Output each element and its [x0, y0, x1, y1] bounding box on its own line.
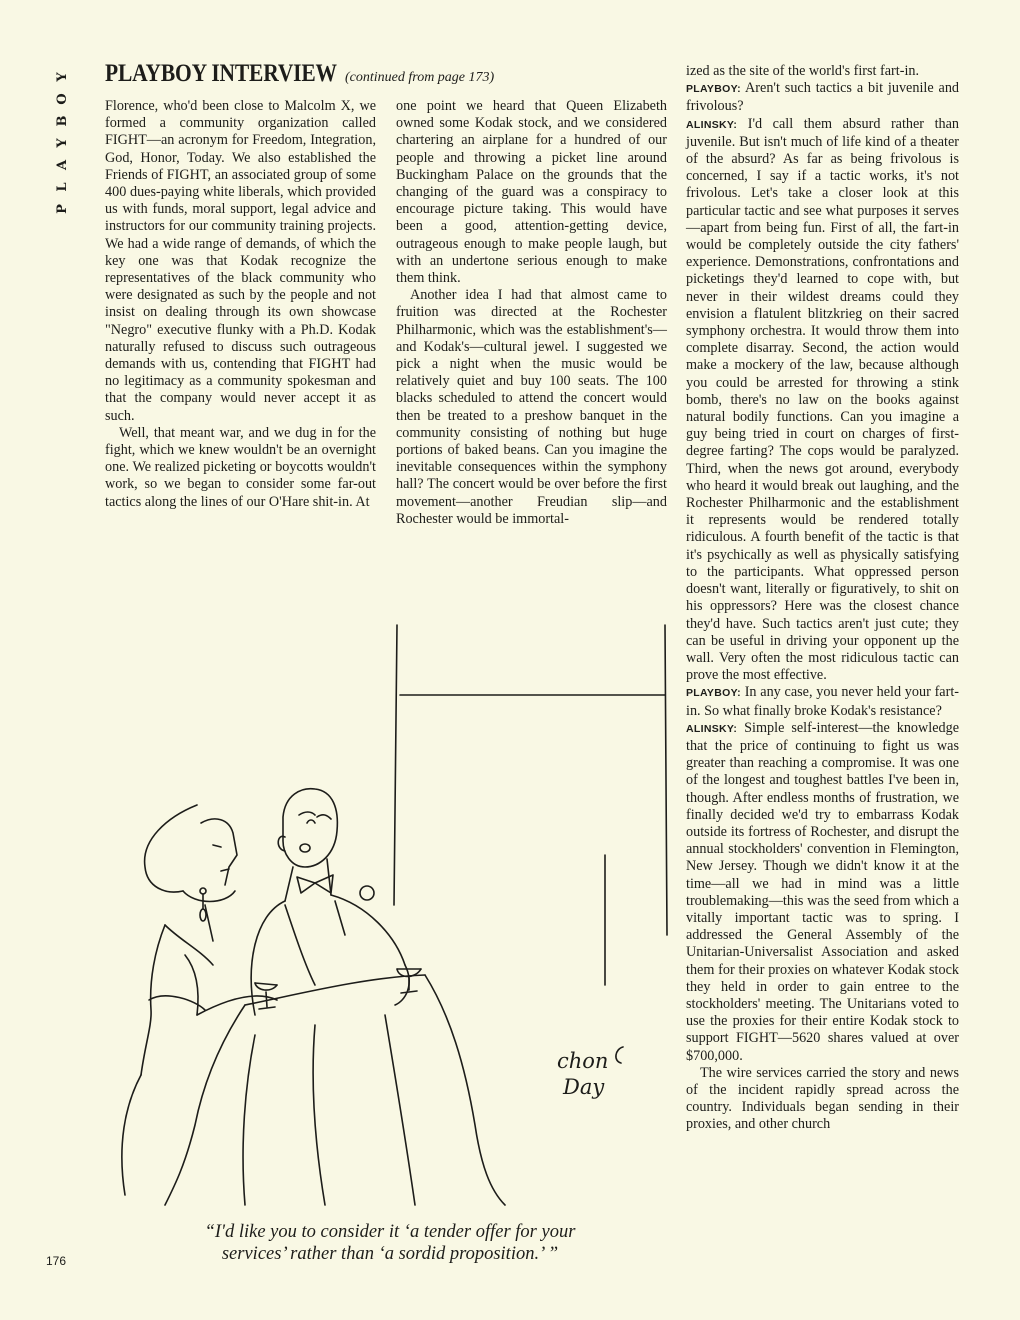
speaker-label: PLAYBOY: — [686, 83, 741, 96]
logo-letter: O — [55, 93, 70, 105]
cartoon-caption — [150, 1221, 630, 1265]
paragraph: Well, that meant war, and we dug in for the fight, which we knew wouldn't be an overnight one. We realized picketing or boycotts wouldn't work, so we began to consider some far-out tactics along the lines of our O'Hare shit-in. At — [105, 424, 376, 510]
text-column-1 — [105, 98, 376, 511]
paragraph-text: In any case, you never held your fart-in. So what finally broke Kodak's resistance? — [686, 684, 959, 719]
speaker-label: ALINSKY: — [686, 118, 738, 131]
playboy-vertical-logo — [56, 66, 70, 220]
window-frame — [394, 625, 667, 985]
qa-paragraph — [686, 720, 959, 1065]
text-column-2 — [396, 98, 667, 528]
section-title: PLAYBOY INTERVIEW — [105, 60, 337, 87]
man-figure — [251, 789, 409, 1015]
qa-paragraph — [686, 684, 959, 719]
logo-letter: L — [55, 182, 70, 192]
paragraph-text: I'd call them absurd rather than juvenile. But isn't much of life kind of a theater of the absurd? As far as being frivolous is concerned, I say if a tactic works, it's not frivolous. Let's take a closer look at this particular tactic and see what purposes it serves—apart from being fun. First of all, the fart-in would be completely outside the city fathers' experience. Demonstrations, confrontations and picketings they'd learned to cope with, but never in their wildest dreams could they envision a flatulent blitzkrieg on their sacred symphony orchestra. It would throw them into complete disarray. Second, the action would make a mockery of the law, because although you could be arrested for throwing a stink bomb, there's no law on the books against natural bodily functions. Can you imagine a guy being tried in court on charges of first-degree farting? The cops would be paralyzed. Third, when the news got around, everybody who heard it would break out laughing, and the Rochester Philharmonic and the establishment it represents would be rendered totally ridiculous. A fourth benefit of the tactic is that it's psychically as well as physically satisfying to the participants. What oppressed person doesn't want, literally or figuratively, to shit on his oppressors? Here was the closest chance they'd have. Such tactics aren't just cute; they can be useful in driving your opponent up the wall. Very often the most ridiculous tactic can prove the most effective. — [686, 115, 959, 684]
logo-letter: Y — [55, 138, 70, 148]
cartoon-illustration — [105, 605, 685, 1215]
logo-letter: B — [55, 115, 70, 127]
artist-signature-line2: Day — [563, 1075, 605, 1099]
speaker-label: PLAYBOY: — [686, 687, 741, 700]
paragraph-text: ized as the site of the world's first fart-in. — [686, 63, 920, 79]
caption-line: services’ rather than ‘a sordid proposition.’ ” — [221, 1244, 559, 1264]
logo-letter: P — [55, 204, 70, 214]
paragraph-text: Aren't such tactics a bit juvenile and frivolous? — [686, 80, 960, 115]
paragraph-text: The wire services carried the story and news of the incident rapidly spread across the country. Individuals began sending in their proxies, and other church — [686, 1064, 959, 1133]
paragraph: Another idea I had that almost came to fruition was directed at the Rochester Philharmonic, which was the establishment's—and Kodak's—cultural jewel. I suggested we pick a night when the music would be relatively quiet and buy 100 seats. The 100 blacks scheduled to attend the concert would then be treated to a preshow banquet in the community consisting of nothing but huge portions of baked beans. Can you imagine the inevitable consequences within the symphony hall? The concert would be over before the first movement—another Freudian slip—and Rochester would be immortal- — [396, 287, 667, 527]
qa-paragraph — [686, 80, 959, 115]
paragraph — [686, 1065, 959, 1134]
article-header — [105, 60, 495, 88]
paragraph: Florence, who'd been close to Malcolm X, we formed a community organization called FIGHT—an acronym for Freedom, Integration, God, Honor, Today. We also established the Friends of FIGHT, an associated group of some 400 dues-paying white liberals, which provided us with funds, moral support, legal advice and instructors for our community training projects. We had a wide range of demands, of which the key one was that Kodak recognize the representatives of the black community who were designated as such by the people and not insist on dealing through its own showcase "Negro" executive flunky with a Ph.D. Kodak naturally refused to discuss such outrageous demands with us, contending that FIGHT had no legitimacy as a community spokesman and that the company would never accept it as such. — [105, 98, 376, 424]
logo-letter: Y — [55, 72, 70, 82]
paragraph-text: Simple self-interest—the knowledge that the price of continuing to fight us was greater than reaching a compromise. It was one of the longest and toughest battles I've been in, though. After endless months of frustration, we finally decided we'd try to embarrass Kodak outside its fortress of Rochester, and disrupt the annual stockholders' convention in Flemington, New Jersey. Though we didn't know it at the time—all we had in mind was a little troublemaking—this was the seed from which a vitally important tactic was to spring. I addressed the General Assembly of the Unitarian-Universalist Association and asked them for their proxies on whatever Kodak stock they held in order to gain entree to the stockholders' meeting. The Unitarians voted to use the proxies for their entire Kodak stock to support FIGHT—5620 shares valued at over $700,000. — [686, 719, 959, 1064]
speaker-label: ALINSKY: — [686, 722, 738, 735]
qa-paragraph — [686, 116, 959, 685]
paragraph — [686, 63, 959, 80]
artist-signature-line1: chon — [557, 1049, 609, 1073]
paragraph: one point we heard that Queen Elizabeth owned some Kodak stock, and we considered chartering an airplane for a hundred of our people and throwing a picket line around Buckingham Palace on the grounds that the changing of the guard was a conspiracy to encourage picture taking. This would have been a good, attention-getting device, outrageous enough to make people laugh, but with an undertone serious enough to make them think. — [396, 98, 667, 287]
woman-figure — [122, 805, 277, 1195]
text-column-3 — [686, 63, 959, 1134]
page-number: 176 — [46, 1254, 67, 1268]
continued-note: (continued from page 173) — [345, 70, 495, 85]
signature-flourish — [616, 1047, 623, 1063]
caption-line: “I'd like you to consider it ‘a tender offer for your — [204, 1222, 576, 1242]
logo-letter: A — [55, 159, 70, 171]
table-and-glasses — [165, 969, 505, 1205]
